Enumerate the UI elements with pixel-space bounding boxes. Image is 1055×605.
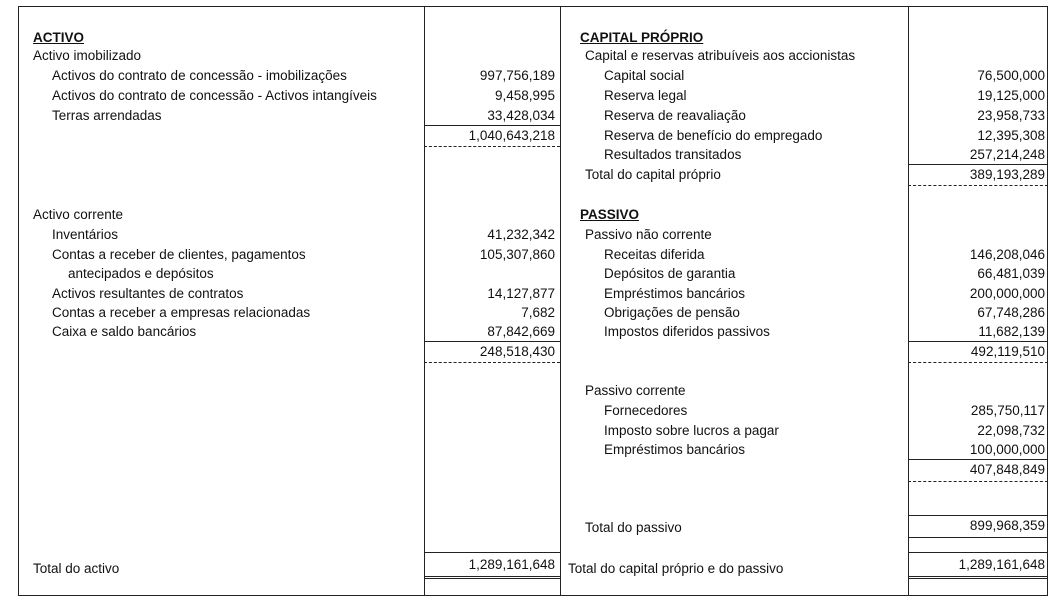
equity-subheading: Capital e reservas atribuíveis aos accionistas	[585, 48, 856, 63]
equity-item-label: Reserva de benefício do empregado	[604, 128, 823, 143]
liability-item-value: 100,000,000	[969, 442, 1045, 457]
non-current-liabilities-subtotal: 492,119,510	[970, 344, 1045, 359]
liability-item-value: 67,748,286	[977, 305, 1045, 320]
total-rule	[908, 552, 1048, 553]
liability-item-value: 66,481,039	[977, 266, 1045, 281]
column-divider-right-values-start	[908, 6, 909, 596]
liability-item-label: Depósitos de garantia	[604, 266, 736, 281]
asset-item-value: 997,756,189	[479, 68, 555, 83]
total-assets-value: 1,289,161,648	[468, 557, 555, 572]
liability-item-label: Imposto sobre lucros a pagar	[604, 423, 779, 438]
asset-item-label: Activos do contrato de concessão - Activos intangíveis	[52, 88, 377, 103]
grand-total-label: Total do capital próprio e do passivo	[568, 561, 784, 576]
liability-item-value: 22,098,732	[977, 423, 1045, 438]
liability-item-value: 200,000,000	[969, 286, 1045, 301]
total-rule	[908, 537, 1048, 538]
asset-item-label: Contas a receber a empresas relacionadas	[52, 305, 311, 320]
asset-item-label: Caixa e saldo bancários	[52, 324, 197, 339]
asset-item-label: Inventários	[52, 227, 119, 242]
equity-item-label: Reserva de reavaliação	[604, 108, 746, 123]
grand-total-value: 1,289,161,648	[958, 557, 1045, 572]
total-rule	[424, 552, 560, 553]
column-divider-left-values-start	[424, 6, 425, 596]
subtotal-rule	[424, 341, 560, 342]
liability-item-label: Obrigações de pensão	[604, 305, 740, 320]
non-current-assets-subtotal: 1,040,643,218	[468, 128, 555, 143]
subtotal-rule	[908, 164, 1048, 165]
asset-item-value: 105,307,860	[479, 247, 555, 262]
liability-item-label: Fornecedores	[604, 403, 688, 418]
total-liabilities-value: 899,968,359	[969, 518, 1045, 533]
subtotal-dashed-rule	[908, 362, 1048, 363]
asset-item-value: 14,127,877	[487, 286, 555, 301]
equity-item-label: Capital social	[604, 68, 685, 83]
equity-item-value: 257,214,248	[969, 147, 1045, 162]
asset-item-value: 87,842,669	[487, 324, 555, 339]
assets-heading: ACTIVO	[33, 30, 85, 45]
subtotal-dashed-rule	[424, 146, 560, 147]
subtotal-rule	[424, 125, 560, 126]
total-double-rule	[908, 576, 1048, 579]
equity-item-value: 76,500,000	[977, 68, 1045, 83]
equity-heading: CAPITAL PRÓPRIO	[580, 30, 704, 45]
non-current-liabilities-label: Passivo não corrente	[585, 227, 712, 242]
asset-item-label: Activos do contrato de concessão - imobilizações	[52, 68, 347, 83]
equity-item-value: 23,958,733	[977, 108, 1045, 123]
asset-item-label-continued: antecipados e depósitos	[68, 266, 214, 281]
current-liabilities-subtotal: 407,848,849	[969, 462, 1045, 477]
equity-item-value: 19,125,000	[977, 88, 1045, 103]
liability-item-value: 11,682,139	[978, 324, 1045, 339]
liability-item-label: Receitas diferida	[604, 247, 705, 262]
subtotal-dashed-rule	[908, 481, 1048, 482]
asset-item-value: 9,458,995	[494, 88, 555, 103]
equity-item-label: Resultados transitados	[604, 147, 742, 162]
liabilities-heading: PASSIVO	[580, 207, 640, 222]
asset-item-label: Contas a receber de clientes, pagamentos	[52, 247, 306, 262]
subtotal-dashed-rule	[908, 185, 1048, 186]
equity-item-label: Reserva legal	[604, 88, 687, 103]
equity-item-value: 12,395,308	[977, 128, 1045, 143]
total-rule	[908, 515, 1048, 516]
asset-item-label: Activos resultantes de contratos	[52, 286, 244, 301]
current-assets-subtotal: 248,518,430	[479, 344, 555, 359]
subtotal-rule	[908, 459, 1048, 460]
liability-item-label: Impostos diferidos passivos	[604, 324, 770, 339]
asset-item-label: Terras arrendadas	[52, 108, 162, 123]
liability-item-value: 285,750,117	[970, 403, 1045, 418]
total-double-rule	[424, 576, 560, 579]
total-assets-label: Total do activo	[33, 561, 120, 576]
total-equity-value: 389,193,289	[969, 167, 1045, 182]
subtotal-rule	[908, 341, 1048, 342]
liability-item-value: 146,208,046	[969, 247, 1045, 262]
liability-item-label: Empréstimos bancários	[604, 442, 746, 457]
asset-item-value: 41,232,342	[487, 227, 555, 242]
total-equity-label: Total do capital próprio	[585, 167, 721, 182]
asset-item-value: 33,428,034	[487, 108, 555, 123]
total-liabilities-label: Total do passivo	[585, 520, 682, 535]
current-assets-label: Activo corrente	[33, 207, 124, 222]
column-divider-center	[560, 6, 561, 596]
non-current-assets-label: Activo imobilizado	[33, 48, 142, 63]
subtotal-dashed-rule	[424, 362, 560, 363]
liability-item-label: Empréstimos bancários	[604, 286, 746, 301]
current-liabilities-label: Passivo corrente	[585, 383, 686, 398]
asset-item-value: 7,682	[521, 305, 555, 320]
